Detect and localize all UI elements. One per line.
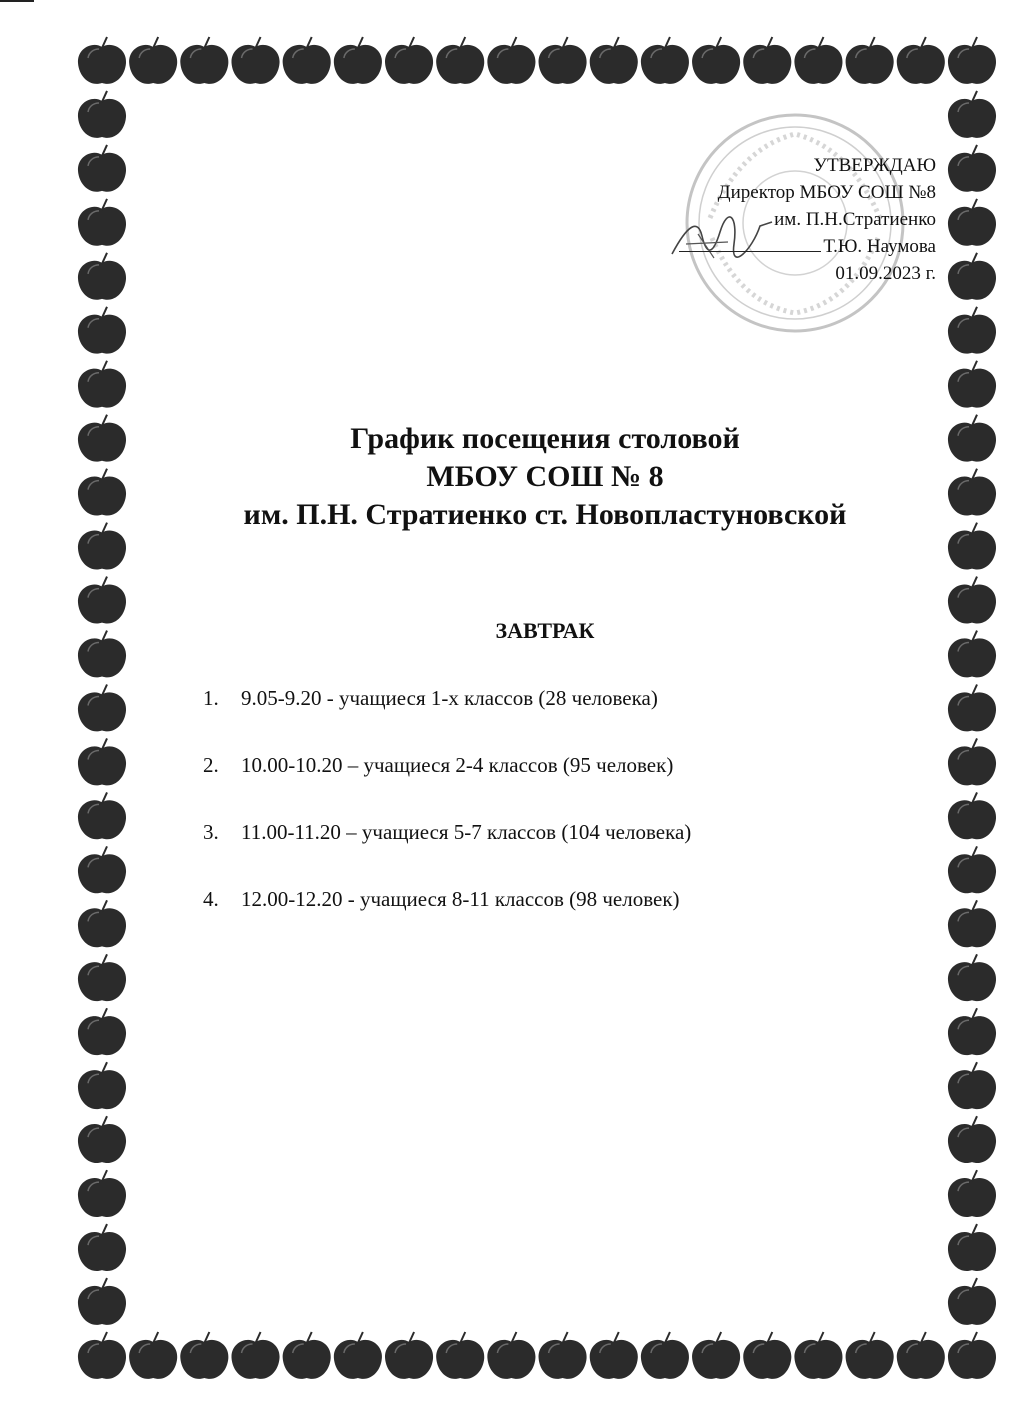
apple-icon: [641, 1332, 689, 1379]
apple-icon: [78, 145, 126, 192]
apple-icon: [78, 199, 126, 246]
apple-icon: [692, 1332, 740, 1379]
apple-icon: [948, 1224, 996, 1271]
apple-icon: [590, 1332, 638, 1379]
apple-icon: [78, 1332, 126, 1379]
apple-icon: [78, 738, 126, 785]
apple-icon: [78, 577, 126, 624]
apple-icon: [78, 37, 126, 84]
apple-icon: [487, 37, 535, 84]
apple-icon: [78, 1278, 126, 1325]
apple-icon: [948, 846, 996, 893]
apple-icon: [846, 1332, 894, 1379]
apple-icon: [794, 1332, 842, 1379]
apple-icon: [283, 1332, 331, 1379]
apple-icon: [334, 37, 382, 84]
apple-icon: [948, 307, 996, 354]
apple-icon: [78, 1170, 126, 1217]
apple-icon: [948, 1062, 996, 1109]
apple-icon: [897, 1332, 945, 1379]
apple-icon: [948, 685, 996, 732]
apple-icon: [948, 253, 996, 300]
apple-icon: [539, 37, 587, 84]
apple-icon: [129, 1332, 177, 1379]
apple-icon: [180, 1332, 228, 1379]
apple-icon: [78, 307, 126, 354]
apple-icon: [385, 37, 433, 84]
approval-block: [679, 152, 936, 287]
apple-icon: [78, 1116, 126, 1163]
apple-icon: [743, 1332, 791, 1379]
item-text: 10.00-10.20 – учащиеся 2-4 классов (95 человек): [241, 753, 674, 777]
apple-icon: [590, 37, 638, 84]
apple-icon: [948, 199, 996, 246]
title-line-2: МБОУ СОШ № 8: [426, 460, 664, 493]
apple-icon: [948, 1278, 996, 1325]
apple-icon: [78, 361, 126, 408]
approval-heading: УТВЕРЖДАЮ: [813, 155, 936, 176]
apple-icon: [948, 792, 996, 839]
apple-icon: [78, 253, 126, 300]
apple-icon: [948, 1008, 996, 1055]
director-position: Директор МБОУ СОШ №8: [717, 182, 936, 203]
apple-icon: [846, 37, 894, 84]
apple-icon: [948, 1332, 996, 1379]
apple-icon: [78, 1224, 126, 1271]
item-text: 12.00-12.20 - учащиеся 8-11 классов (98 человек): [241, 887, 680, 911]
apple-icon: [129, 37, 177, 84]
apple-icon: [743, 37, 791, 84]
title-line-3: им. П.Н. Стратиенко ст. Новопластуновской: [243, 498, 847, 531]
apple-icon: [385, 1332, 433, 1379]
section-heading: ЗАВТРАК: [495, 618, 595, 643]
item-text: 11.00-11.20 – учащиеся 5-7 классов (104 человека): [241, 820, 692, 844]
school-name: им. П.Н.Стратиенко: [774, 209, 936, 230]
apple-icon: [78, 1008, 126, 1055]
apple-icon: [897, 37, 945, 84]
document-title: [0, 420, 1024, 534]
apple-icon: [692, 37, 740, 84]
apple-icon: [948, 37, 996, 84]
apple-icon: [180, 37, 228, 84]
schedule-item: [203, 753, 691, 788]
schedule-item: [203, 820, 691, 855]
item-number: 4.: [203, 887, 219, 911]
apple-icon: [78, 91, 126, 138]
apple-icon: [948, 91, 996, 138]
apple-icon: [794, 37, 842, 84]
apple-icon: [78, 1062, 126, 1109]
schedule-list: [203, 686, 691, 954]
apple-icon: [334, 1332, 382, 1379]
apple-icon: [948, 900, 996, 947]
apple-icon: [436, 1332, 484, 1379]
item-number: 2.: [203, 753, 219, 777]
apple-icon: [78, 846, 126, 893]
apple-icon: [283, 37, 331, 84]
apple-icon: [78, 792, 126, 839]
apple-icon: [487, 1332, 535, 1379]
apple-icon: [231, 37, 279, 84]
apple-icon: [948, 361, 996, 408]
apple-icon: [948, 1116, 996, 1163]
schedule-item: [203, 887, 691, 922]
item-text: 9.05-9.20 - учащиеся 1-х классов (28 человека): [241, 686, 658, 710]
item-number: 3.: [203, 820, 219, 844]
signature-row: [679, 233, 936, 260]
schedule-item: [203, 686, 691, 721]
apple-icon: [948, 1170, 996, 1217]
apple-icon: [78, 954, 126, 1001]
apple-icon: [78, 685, 126, 732]
apple-icon: [641, 37, 689, 84]
apple-icon: [948, 577, 996, 624]
apple-icon: [539, 1332, 587, 1379]
apple-icon: [948, 145, 996, 192]
apple-icon: [436, 37, 484, 84]
apple-icon: [948, 738, 996, 785]
apple-icon: [948, 954, 996, 1001]
apple-icon: [231, 1332, 279, 1379]
approval-date: 01.09.2023 г.: [835, 263, 936, 284]
item-number: 1.: [203, 686, 219, 710]
apple-icon: [78, 900, 126, 947]
director-name: Т.Ю. Наумова: [823, 236, 936, 257]
title-line-1: График посещения столовой: [350, 422, 740, 455]
signature-line: [679, 233, 821, 252]
